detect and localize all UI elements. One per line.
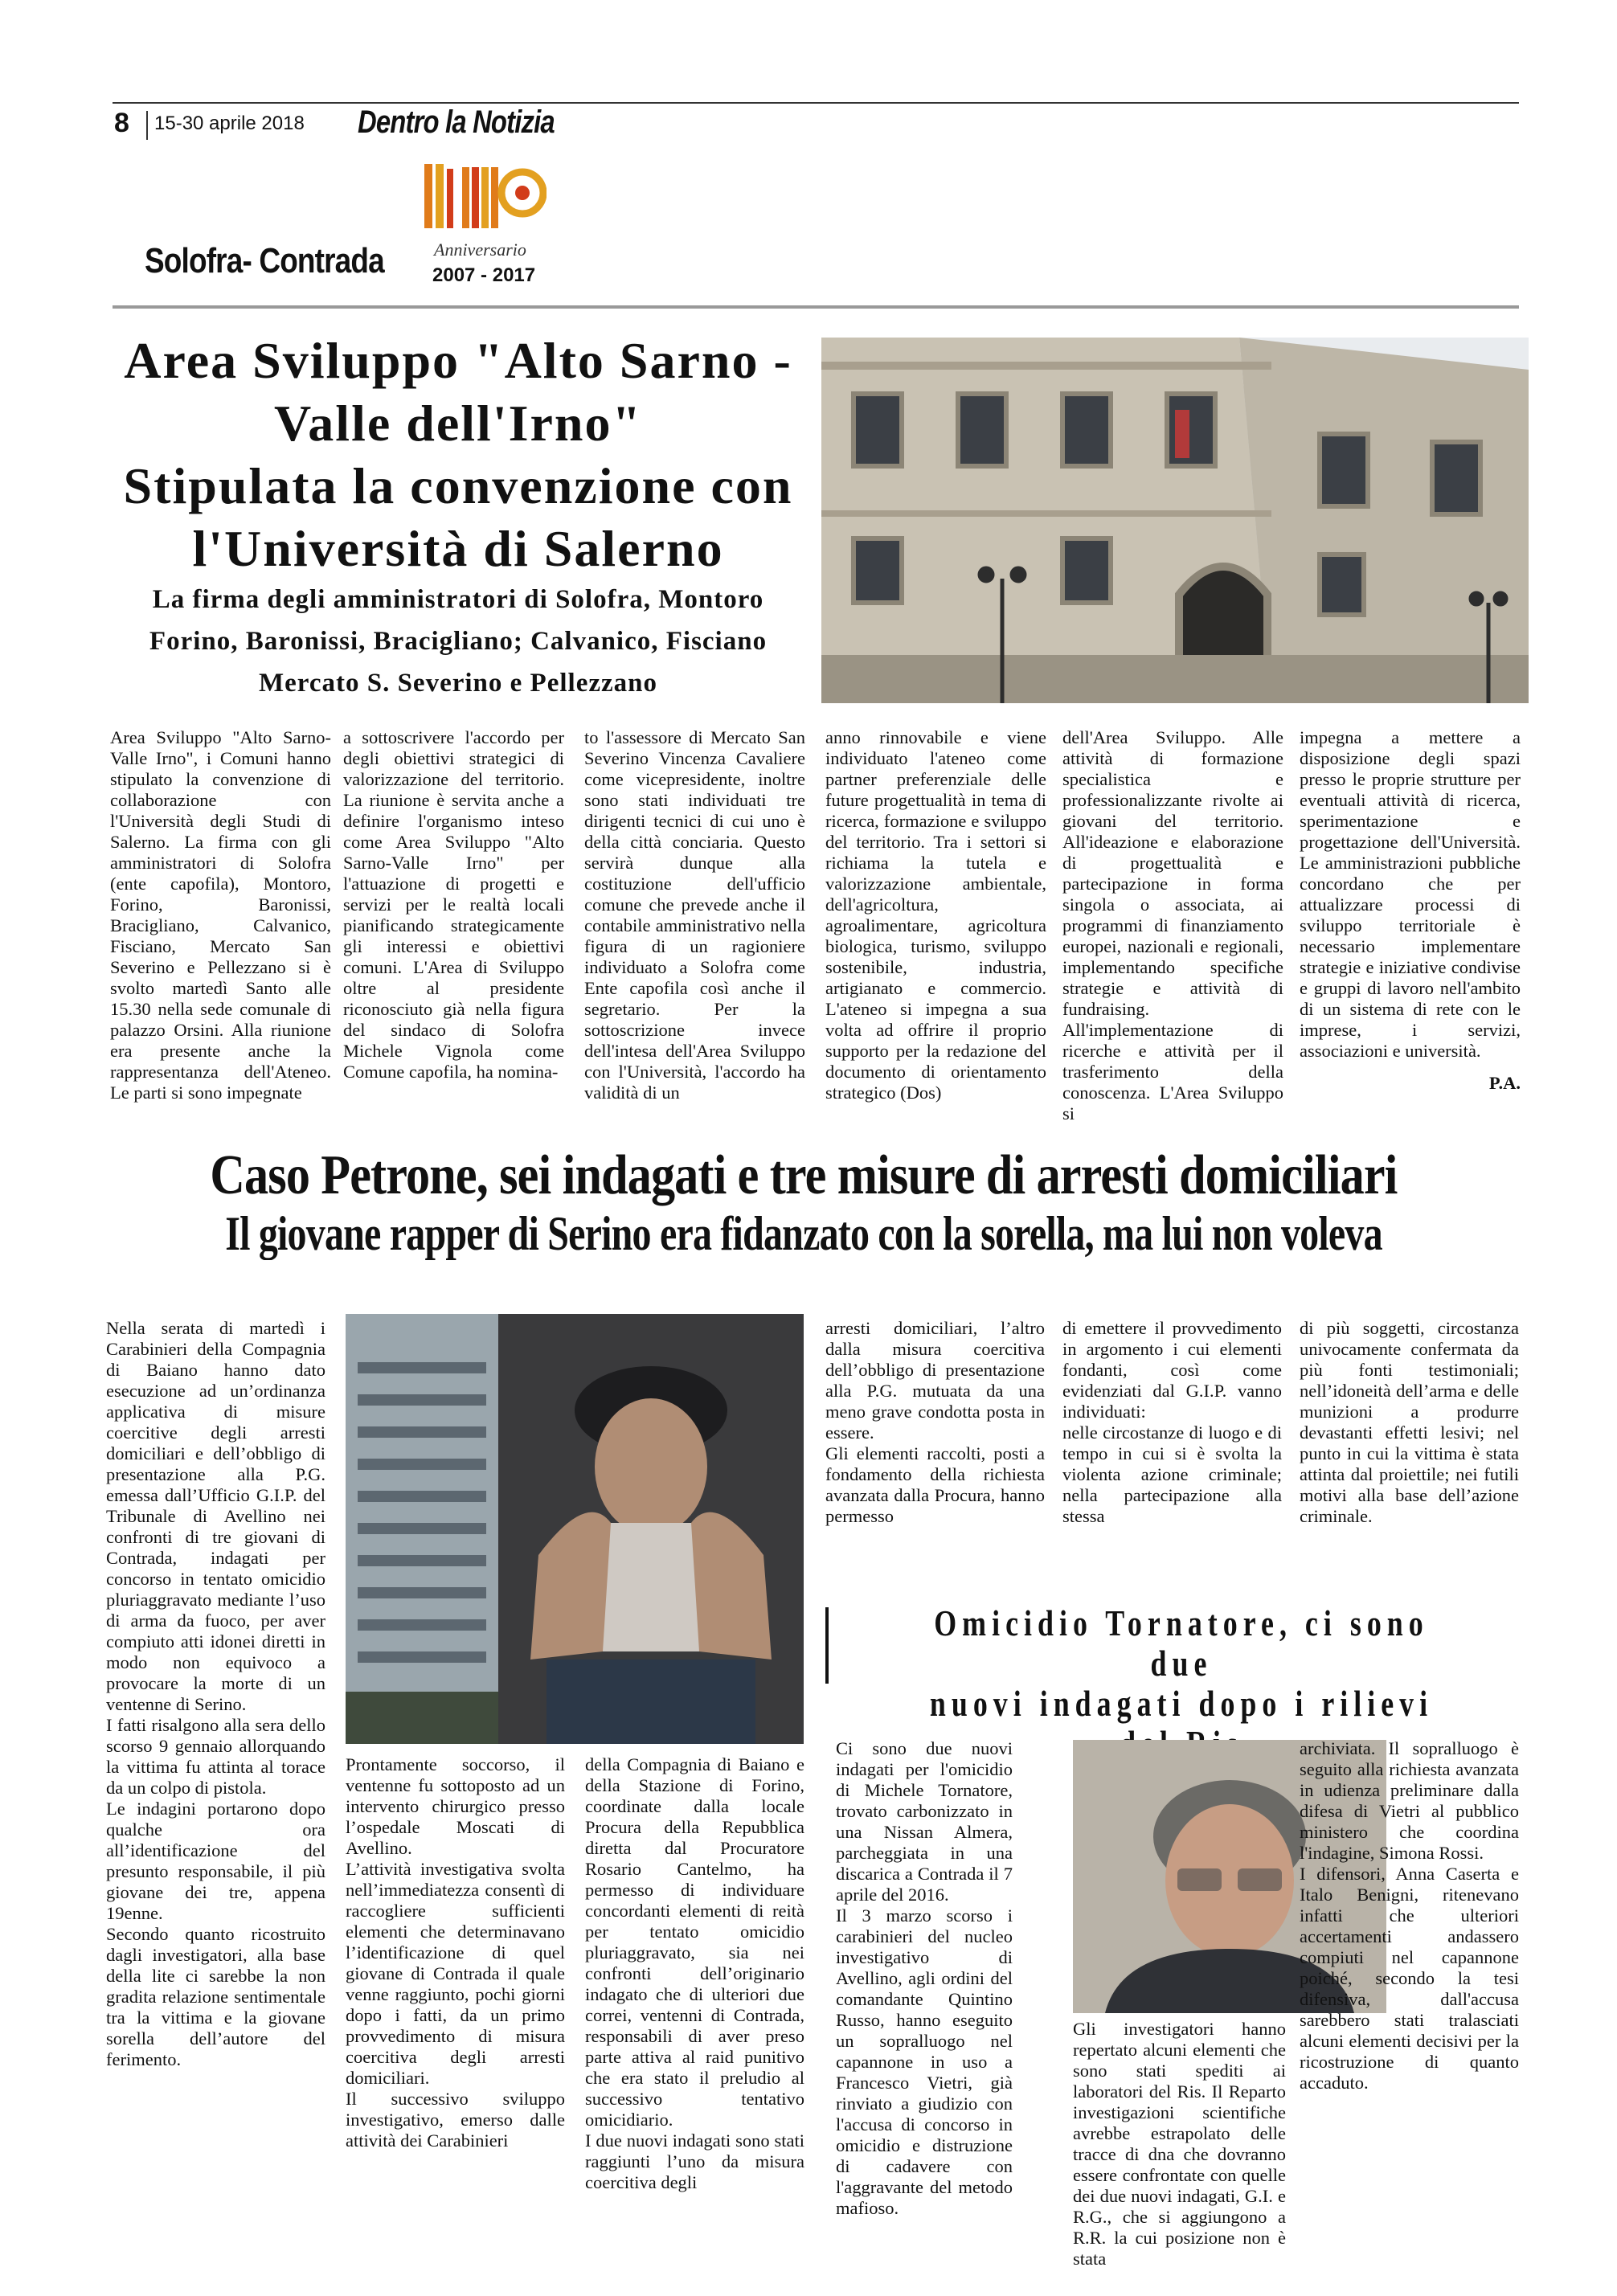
header-separator: [146, 111, 148, 140]
article1-column: anno rinnovabile e viene individuato l'ateneo come partner preferenziale delle future progettualità in tema di ricerca, formazione e sviluppo del territorio. Tra i settori si richiama la tutela e valorizzazione ambientale, dell'agricoltura, agroalimentare, agricoltura biologica, turismo, sviluppo sostenibile, industria, artigianato e commercio. L'ateneo si impegna a sua volta ad offrire il proprio supporto per la redazione del documento di orientamento strategico (Dos): [825, 727, 1046, 1103]
article1-column: dell'Area Sviluppo. Alle attività di formazione specialistica e professionalizzante rivolte ai giovani del territorio. All'ideazione e elaborazione di progettualità e partecipazione in forma singola o associata, ai programmi di finanziamento europei, nazionali e regionali, implementando specifiche strategie e attività di fundraising. All'implementazione di ricerche e attività per il trasferimento della conoscenza. L'Area Sviluppo si: [1062, 727, 1283, 1123]
article1-headline-line: Stipulata la convenzione con: [123, 457, 793, 514]
article1-subhead: [96, 579, 820, 704]
article2-column: di più soggetti, circostanza univocamente confermata da più fonti testimoniali; nell’idoneità dell’arma e delle munizioni a produrre devastanti effetti lesivi; nel punto in cui la vittima è stata attinta dal proiettile; nei futili motivi alla base dell’azione criminale.: [1300, 1318, 1519, 1526]
article2-column: di emettere il provvedimento in argomento i cui elementi fondanti, così come evidenziati dal G.I.P. vanno individuati: nelle circostanze di luogo e di tempo in cui si è svolta la violenta azione criminale; nella partecipazione alla stessa: [1062, 1318, 1282, 1526]
article3-headline-line: Omicidio Tornatore, ci sono due: [934, 1602, 1429, 1684]
article1-subhead-line: Mercato S. Severino e Pellezzano: [259, 669, 657, 698]
issue-date: 15-30 aprile 2018: [154, 113, 305, 134]
palazzo-orsini-photo: [821, 338, 1529, 703]
masthead: Dentro la Notizia: [358, 104, 555, 140]
article1-column: a sottoscrivere l'accordo per degli obiettivi strategici di valorizzazione del territorio. La riunione è servita anche a definire l'organismo inteso come Area Sviluppo "Alto Sarno-Valle Irno" per l'attuazione di progetti e servizi per le realtà locali pianificando strategicamente gli interessi e obiettivi comuni. L'Area di Sviluppo oltre al presidente riconosciuto già nella figura del sindaco di Solofra Michele Vignola come Comune capofila, ha nomina-: [343, 727, 564, 1082]
article1-headline: [96, 329, 820, 580]
anniversary-logo: [418, 161, 547, 297]
article3-headline-bar: [825, 1607, 829, 1684]
article2-subhead: Il giovane rapper di Serino era fidanzato con la sorella, ma lui non voleva: [225, 1207, 1382, 1260]
article1-column: Area Sviluppo "Alto Sarno-Valle Irno", i Comuni hanno stipulato la convenzione di collaborazione con l'Università degli Studi di Salerno. La firma con gli amministratori di Solofra (ente capofila), Montoro, Forino, Baronissi, Bracigliano, Calvanico, Fisciano, Mercato San Severino e Pellezzano si è svolto martedì Santo alle 15.30 nella sede comunale di palazzo Orsini. Alla riunione era presente anche la rappresentanza dell'Ateneo. Le parti si sono impegnate: [110, 727, 331, 1103]
page-number: 8: [114, 108, 129, 138]
article3-headline-line: nuovi indagati dopo i rilievi: [929, 1683, 1434, 1724]
article3-column: archiviata. Il sopralluogo è seguito alla richiesta avanzata in udienza preliminare dalla difesa di Vietri al pubblico ministero che coordina l'indagine, Simona Rossi. I difensori, Anna Caserta e Italo Benigni, ritenevano infatti che ulteriori accertamenti andassero compiuti nel capannone poiché, secondo la tesi difensiva, dall'accusa sarebbero stati tralasciati alcuni elementi decisivi per la ricostruzione di quanto accaduto.: [1300, 1738, 1519, 2093]
logo-anniversario-text: Anniversario: [434, 239, 526, 260]
article3-column: Gli investigatori hanno repertato alcuni elementi che sono stati spediti ai laboratori del Ris. Il Reparto investigazioni scientifiche avrebbe estrapolato delle tracce di dna che dovranno essere confrontate con quelle dei due nuovi indagati, G.I. e R.G., che si aggiungono a R.R. la cui posizione non è stata: [1073, 2019, 1286, 2269]
article2-column: della Compagnia di Baiano e della Stazione di Forino, coordinate dalla locale Procura della Repubblica diretta dal Procuratore Rosario Cantelmo, ha permesso di individuare concordanti elementi di reità per tentato omicidio pluriaggravato, sia nei confronti dell’originario indagato che di ulteriori due correi, ventenni di Contrada, responsabili di aver preso parte attiva al raid punitivo che era stato il preludio al successivo tentativo omicidiario. I due nuovi indagati sono stati raggiunti l’uno da misura coercitiva degli: [585, 1754, 804, 2192]
article1-headline-line: Valle dell'Irno": [273, 395, 643, 452]
header-rule: [113, 102, 1519, 104]
logo-dot-circle: [501, 172, 543, 214]
article1-column: impegna a mettere a disposizione degli spazi presso le proprie strutture per eventuali attività di ricerca, sperimentazione e progettazione dell'Università. Le amministrazioni pubbliche concordano che per attualizzare processi di sviluppo territoriale è necessario implementare strategie e iniziative condivise e gruppi di lavoro nell'ambito di un sistema di rete con le imprese, i servizi, associazioni e università. P.A.: [1300, 727, 1521, 1093]
article2-column: arresti domiciliari, l’altro dalla misura coercitiva dell’obbligo di presentazione alla P.G. mutuata da una meno grave condotta posta in essere. Gli elementi raccolti, posti a fondamento della richiesta avanzata dalla Procura, hanno permesso: [825, 1318, 1045, 1526]
article1-subhead-line: La firma degli amministratori di Solofra, Montoro: [152, 585, 764, 614]
article1-signature: P.A.: [1488, 1073, 1521, 1093]
section-title: Solofra- Contrada: [145, 241, 384, 280]
article1-headline-line: l'Università di Salerno: [192, 520, 724, 577]
logo-one: [424, 164, 453, 228]
article1-column: to l'assessore di Mercato San Severino Vincenza Cavaliere come vicepresidente, inoltre sono stati individuati tre dirigenti tecnici di cui uno è della città conciaria. Questo servirà dunque alla costituzione dell'ufficio comune che prevede anche il contabile amministrativo nella figura di un ragioniere individuato a Solofra come Ente capofila così anche il segretario. Per la sottoscrizione invece dell'intesa dell'Area Sviluppo con l'Università, l'accordo ha validità di un: [584, 727, 805, 1103]
article1-subhead-line: Forino, Baronissi, Bracigliano; Calvanico, Fisciano: [149, 627, 768, 656]
logo-zero: [462, 167, 498, 228]
article2-column: Nella serata di martedì i Carabinieri della Compagnia di Baiano hanno dato esecuzione ad un’ordinanza applicativa di misure coercitive degli arresti domiciliari e dell’obbligo di presentazione alla P.G. emessa dall’Ufficio G.I.P. del Tribunale di Avellino nei confronti di tre giovani di Contrada, indagati per concorso in tentato omicidio pluriaggravato mediante l’uso di arma da fuoco, per aver compiuto atti idonei diretti in modo non equivoco a provocare la morte di un ventenne di Serino. I fatti risalgono alla sera dello scorso 9 gennaio allorquando la vittima fu attinta al torace da un colpo di pistola. Le indagini portarono dopo qualche ora all’identificazione del presunto responsabile, il più giovane dei tre, appena 19enne. Secondo quanto ricostruito dagli investigatori, alla base della lite ci sarebbe la non gradita relazione sentimentale tra la vittima e la giovane sorella dell’autore del ferimento.: [106, 1318, 325, 2069]
logo-years: 2007 - 2017: [432, 264, 536, 286]
article2-headline: Caso Petrone, sei indagati e tre misure di arresti domiciliari: [210, 1144, 1398, 1206]
article1-headline-line: Area Sviluppo "Alto Sarno -: [124, 332, 792, 389]
article3-column: Ci sono due nuovi indagati per l'omicidio di Michele Tornatore, trovato carbonizzato in una Nissan Almera, parcheggiata in una discarica a Contrada il 7 aprile del 2016. Il 3 marzo scorso i carabinieri del nucleo investigativo di Avellino, agli ordini del comandante Quintino Russo, hanno eseguito un sopralluogo nel capannone in uso a Francesco Vietri, già rinviato a giudizio con l'accusa di concorso in omicidio e distruzione di cadavere con l'aggravante del metodo mafioso.: [836, 1738, 1013, 2218]
article2-column: Prontamente soccorso, il ventenne fu sottoposto ad un intervento chirurgico presso l’ospedale Moscati di Avellino. L’attività investigativa svolta nell’immediatezza consentì di raccogliere sufficienti elementi che determinavano l’identificazione di quel giovane di Contrada il quale venne raggiunto, pochi giorni dopo i fatti, da un primo provvedimento di misura coercitiva degli arresti domiciliari. Il successivo sviluppo investigativo, emerso dalle attività dei Carabinieri: [346, 1754, 565, 2151]
petrone-photo: [346, 1314, 804, 1744]
section-rule: [113, 305, 1519, 309]
